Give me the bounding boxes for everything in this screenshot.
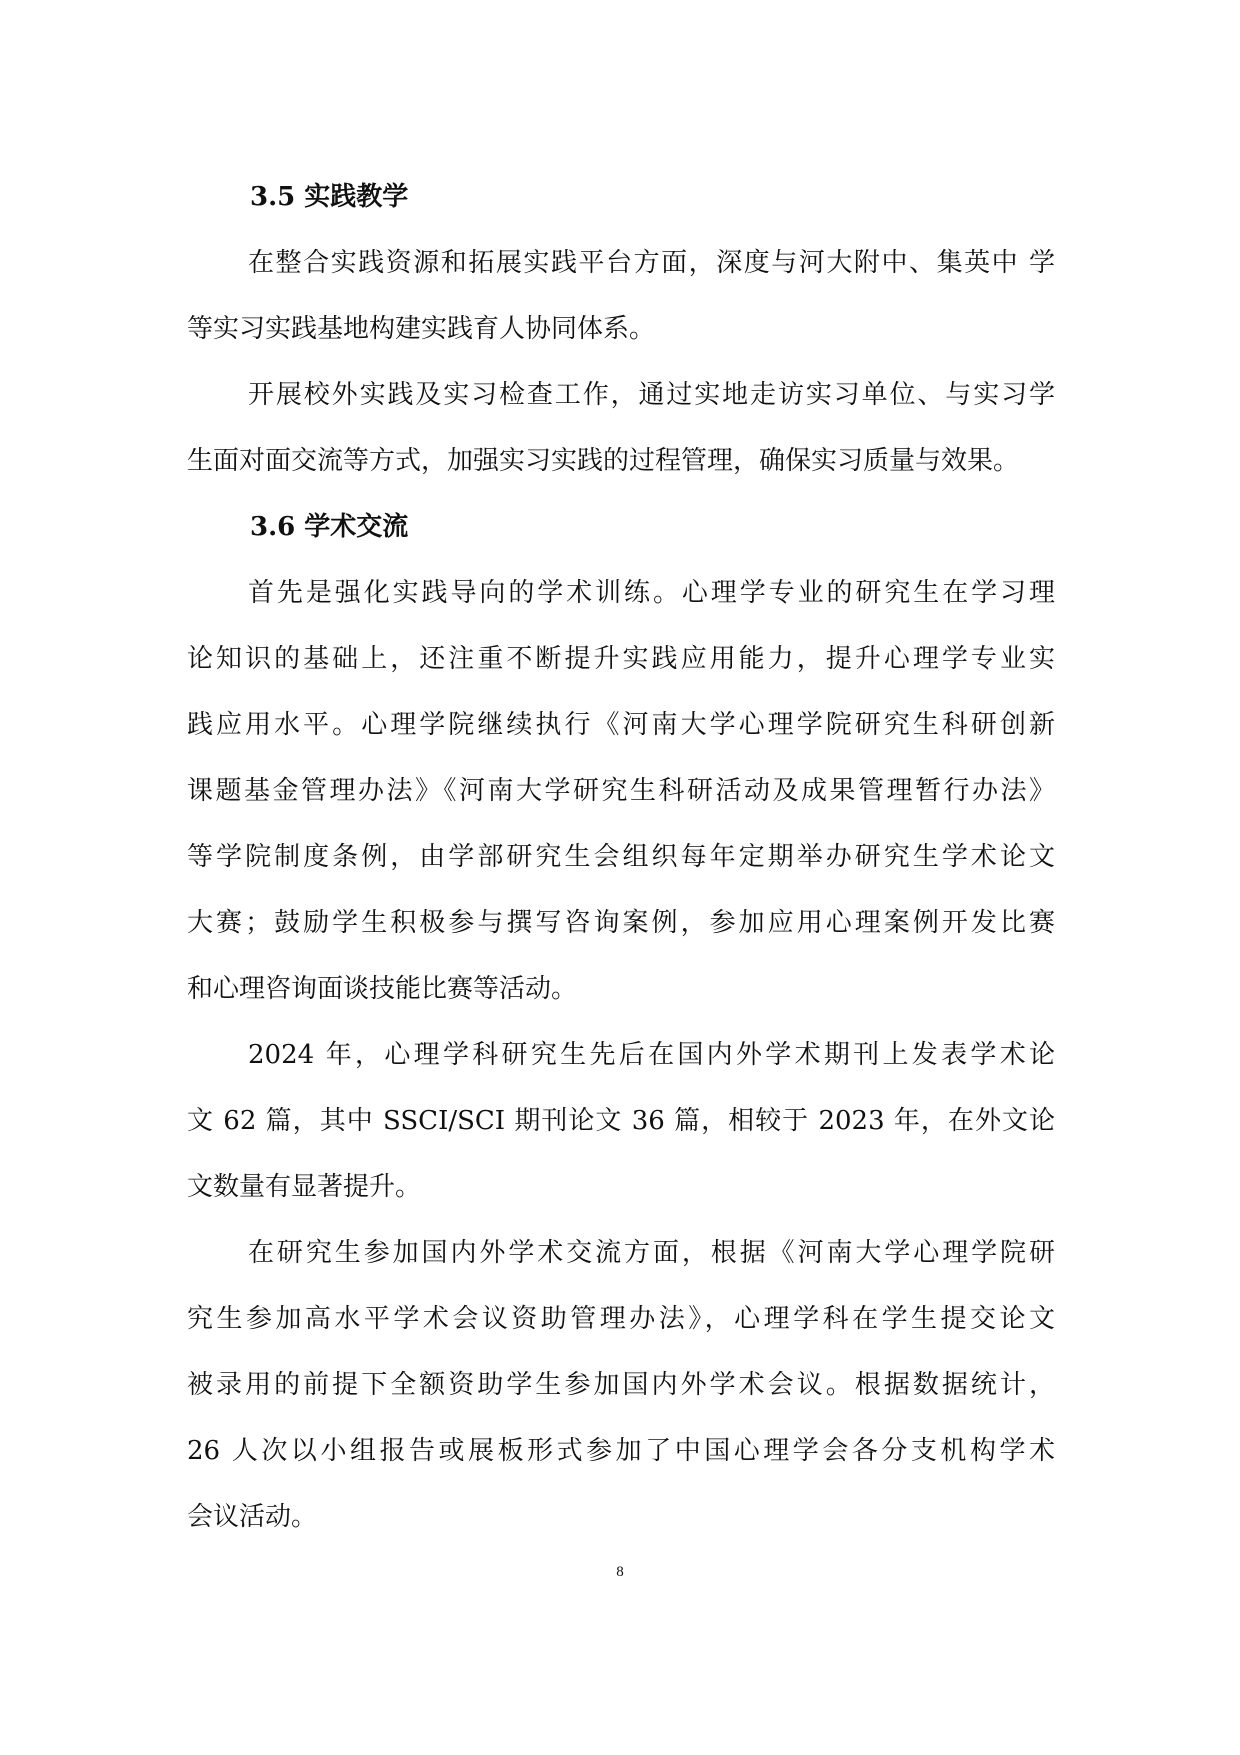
paragraph-line: 大赛；鼓励学生积极参与撰写咨询案例，参加应用心理案例开发比赛 bbox=[187, 908, 1055, 938]
paragraph-practice-platform bbox=[187, 230, 1055, 362]
paragraph-line: 会议活动。 bbox=[187, 1502, 318, 1532]
paragraph-line: 文数量有显著提升。 bbox=[187, 1172, 422, 1202]
paragraph-line: 和心理咨询面谈技能比赛等活动。 bbox=[187, 974, 578, 1004]
paragraph-publications-2024 bbox=[187, 1022, 1055, 1220]
paragraph-line: 究生参加高水平学术会议资助管理办法》，心理学科在学生提交论文 bbox=[187, 1304, 1055, 1334]
section-heading-3-6: 3.6 学术交流 bbox=[250, 512, 409, 542]
paragraph-line: 26 人次以小组报告或展板形式参加了中国心理学会各分支机构学术 bbox=[187, 1436, 1055, 1466]
page-number: 8 bbox=[616, 1564, 624, 1580]
paragraph-line: 在整合实践资源和拓展实践平台方面，深度与河大附中、集英中 学 bbox=[248, 248, 1055, 278]
document-body bbox=[187, 164, 1055, 1550]
paragraph-line: 2024 年，心理学科研究生先后在国内外学术期刊上发表学术论 bbox=[248, 1040, 1055, 1070]
paragraph-line: 文 62 篇，其中 SSCI/SCI 期刊论文 36 篇，相较于 2023 年，在外文论 bbox=[187, 1106, 1055, 1136]
paragraph-line: 课题基金管理办法》《河南大学研究生科研活动及成果管理暂行办法》 bbox=[187, 776, 1055, 806]
paragraph-line: 被录用的前提下全额资助学生参加国内外学术会议。根据数据统计， bbox=[187, 1370, 1055, 1400]
paragraph-internship-inspection bbox=[187, 362, 1055, 494]
section-heading-3-5: 3.5 实践教学 bbox=[250, 182, 409, 212]
paragraph-line: 在研究生参加国内外学术交流方面，根据《河南大学心理学院研 bbox=[248, 1238, 1055, 1268]
paragraph-line: 等实习实践基地构建实践育人协同体系。 bbox=[187, 314, 656, 344]
paragraph-line: 首先是强化实践导向的学术训练。心理学专业的研究生在学习理 bbox=[248, 578, 1055, 608]
paragraph-academic-training bbox=[187, 560, 1055, 1022]
paragraph-line: 等学院制度条例，由学部研究生会组织每年定期举办研究生学术论文 bbox=[187, 842, 1055, 872]
paragraph-line: 践应用水平。心理学院继续执行《河南大学心理学院研究生科研创新 bbox=[187, 710, 1055, 740]
paragraph-line: 生面对面交流等方式，加强实习实践的过程管理，确保实习质量与效果。 bbox=[187, 446, 1020, 476]
paragraph-academic-conferences bbox=[187, 1220, 1055, 1550]
paragraph-line: 开展校外实践及实习检查工作，通过实地走访实习单位、与实习学 bbox=[248, 380, 1055, 410]
paragraph-line: 论知识的基础上，还注重不断提升实践应用能力，提升心理学专业实 bbox=[187, 644, 1055, 674]
